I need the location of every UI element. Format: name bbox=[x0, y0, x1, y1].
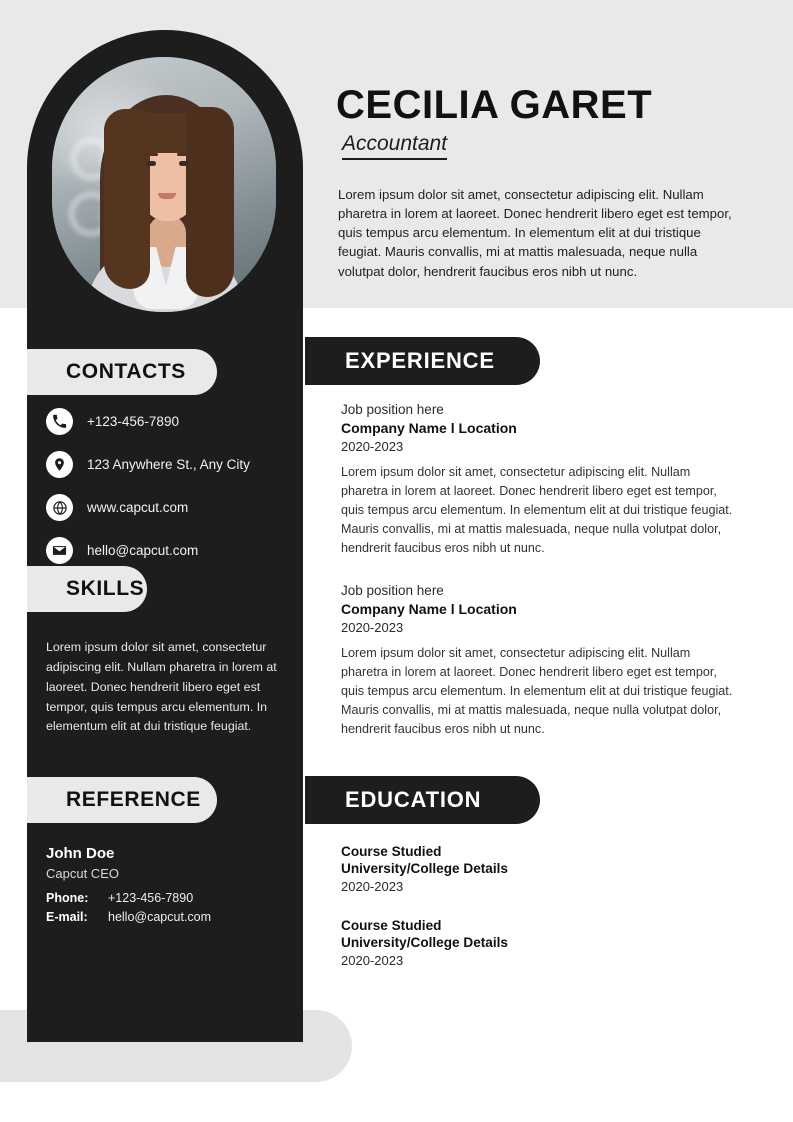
education-school: University/College Details bbox=[341, 861, 508, 876]
experience-item bbox=[341, 583, 733, 738]
reference-email-label: E-mail: bbox=[46, 910, 88, 924]
experience-company: Company Name l Location bbox=[341, 601, 517, 618]
experience-dates: 2020-2023 bbox=[341, 439, 404, 454]
education-school: University/College Details bbox=[341, 935, 508, 950]
globe-icon bbox=[46, 494, 73, 521]
section-header-contacts-label: CONTACTS bbox=[66, 360, 186, 383]
section-header-skills-label: SKILLS bbox=[66, 577, 145, 600]
experience-description: Lorem ipsum dolor sit amet, consectetur adipiscing elit. Nullam pharetra in lorem at laoreet. Donec hendrerit libero eget est tempor, quis tempus arcu elementum. In elementum elit at dui tristique feugiat. Mauris convallis, mi at mattis malesuada, neque nulla volutpat dolor, hendrerit faucibus eros nibh ut nunc. bbox=[341, 465, 733, 555]
education-course: Course Studied bbox=[341, 844, 442, 859]
experience-item bbox=[341, 402, 733, 557]
experience-list bbox=[341, 402, 733, 765]
location-pin-icon bbox=[46, 451, 73, 478]
job-title: Accountant bbox=[342, 132, 447, 160]
phone-icon bbox=[46, 408, 73, 435]
name-block bbox=[336, 84, 756, 160]
section-header-experience-label: EXPERIENCE bbox=[345, 348, 495, 373]
education-dates: 2020-2023 bbox=[341, 953, 404, 968]
reference-phone-row bbox=[46, 891, 286, 905]
profile-summary: Lorem ipsum dolor sit amet, consectetur adipiscing elit. Nullam pharetra in lorem at laoreet. Donec hendrerit libero eget est tempor, quis tempus arcu elementum. In elementum elit at dui tristique feugiat. Mauris convallis, mi at mattis malesuada, neque nulla volutpat dolor, hendrerit faucibus eros nibh ut nunc. bbox=[338, 187, 732, 279]
reference-email-row bbox=[46, 910, 286, 924]
experience-description: Lorem ipsum dolor sit amet, consectetur adipiscing elit. Nullam pharetra in lorem at laoreet. Donec hendrerit libero eget est tempor, quis tempus arcu elementum. In elementum elit at dui tristique feugiat. Mauris convallis, mi at mattis malesuada, neque nulla volutpat dolor, hendrerit faucibus eros nibh ut nunc. bbox=[341, 646, 733, 737]
contact-phone-value: +123-456-7890 bbox=[87, 414, 179, 429]
section-header-education bbox=[305, 776, 540, 824]
skills-description: Lorem ipsum dolor sit amet, consectetur adipiscing elit. Nullam pharetra in lorem at laoreet. Donec hendrerit libero eget est tempor, quis tempus arcu elementum. In elementum elit at dui tristique feugiat. bbox=[46, 640, 277, 734]
contact-row-phone bbox=[46, 408, 296, 435]
section-header-skills bbox=[27, 566, 147, 612]
contact-address-value: 123 Anywhere St., Any City bbox=[87, 457, 250, 472]
section-header-experience bbox=[305, 337, 540, 385]
page-title: CECILIA GARET bbox=[336, 83, 653, 127]
contact-email-value: hello@capcut.com bbox=[87, 543, 199, 558]
education-course: Course Studied bbox=[341, 918, 442, 933]
education-list bbox=[341, 844, 733, 992]
reference-name: John Doe bbox=[46, 845, 115, 862]
contact-row-email bbox=[46, 537, 296, 564]
reference-email-value: hello@capcut.com bbox=[108, 910, 212, 924]
contact-row-address bbox=[46, 451, 296, 478]
experience-company: Company Name l Location bbox=[341, 420, 517, 436]
experience-position: Job position here bbox=[341, 583, 444, 599]
reference-role: Capcut CEO bbox=[46, 866, 119, 881]
education-dates: 2020-2023 bbox=[341, 879, 404, 894]
contact-row-website bbox=[46, 494, 296, 521]
reference-block bbox=[46, 845, 286, 929]
photo-person-illustration bbox=[52, 57, 276, 312]
contact-website-value: www.capcut.com bbox=[87, 500, 189, 515]
education-item bbox=[341, 918, 733, 968]
envelope-icon bbox=[46, 537, 73, 564]
experience-position: Job position here bbox=[341, 402, 444, 417]
section-header-contacts bbox=[27, 349, 217, 395]
section-header-reference bbox=[27, 777, 217, 823]
experience-dates: 2020-2023 bbox=[341, 620, 404, 636]
reference-phone-value: +123-456-7890 bbox=[108, 891, 194, 905]
contacts-list bbox=[46, 408, 296, 580]
section-header-reference-label: REFERENCE bbox=[66, 788, 201, 811]
section-header-education-label: EDUCATION bbox=[345, 787, 482, 812]
reference-phone-label: Phone: bbox=[46, 891, 89, 905]
education-item bbox=[341, 844, 733, 894]
profile-photo bbox=[52, 57, 276, 312]
